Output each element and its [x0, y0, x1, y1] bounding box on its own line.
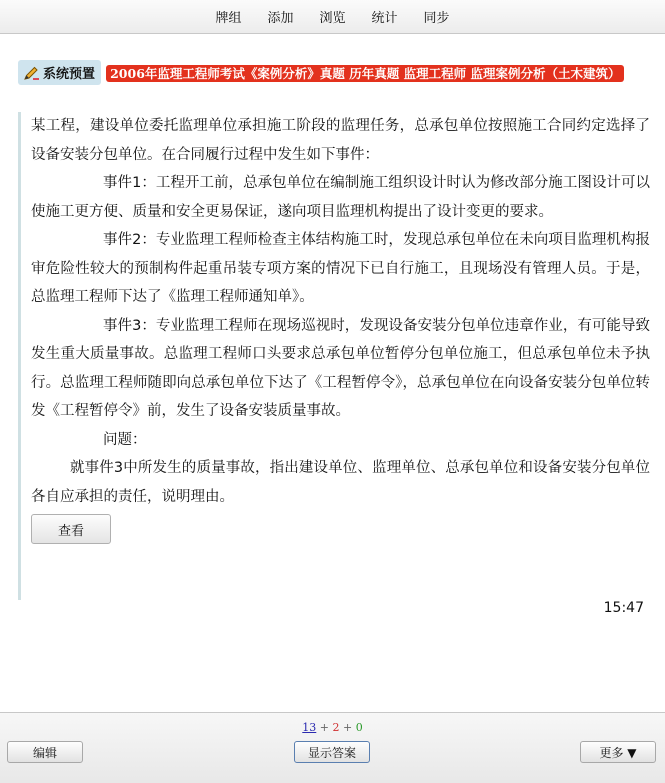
edit-button[interactable]: 编辑	[7, 741, 83, 763]
question-prompt-label: 问题：	[103, 431, 147, 448]
plus-sign-2: +	[343, 721, 353, 734]
title-line	[18, 60, 648, 88]
nav-sync[interactable]: 同步	[423, 11, 450, 26]
pencil-icon	[24, 66, 40, 80]
event-3: 事件3：专业监理工程师在现场巡视时，发现设备安装分包单位违章作业，有可能导致发生重大质量事故。总监理工程师口头要求总承包单位暂停分包单位施工，但总承包单位未予执行。总监理工程师随即向总承包单位下达了《工程暂停令》，总承包单位在向设备安装分包单位转发《工程暂停令》前，发生了设备安装质量事故。	[31, 317, 650, 419]
question-body	[18, 112, 650, 600]
count-review: 0	[355, 721, 363, 734]
view-button[interactable]: 查看	[31, 514, 111, 544]
nav-decks[interactable]: 牌组	[215, 11, 242, 26]
count-learning: 2	[332, 721, 340, 734]
top-nav-bar	[0, 0, 665, 34]
badge-label: 系统预置	[43, 67, 96, 82]
nav-stats[interactable]: 统计	[371, 11, 398, 26]
nav-browse[interactable]: 浏览	[319, 11, 346, 26]
plus-sign-1: +	[319, 721, 329, 734]
bottom-bar	[0, 712, 665, 783]
more-button[interactable]: 更多 ▼	[580, 741, 656, 763]
card-counter	[0, 721, 665, 734]
event-2: 事件2：专业监理工程师检查主体结构施工时，发现总承包单位在未向项目监理机构报审危险性较大的预制构件起重吊装专项方案的情况下已自行施工，且现场没有管理人员。于是，总监理工程师下达了《监理工程师通知单》。	[31, 232, 650, 305]
question-intro: 某工程，建设单位委托监理单位承担施工阶段的监理任务，总承包单位按照施工合同约定选择了设备安装分包单位。在合同履行过程中发生如下事件：	[31, 118, 650, 163]
system-preset-badge	[18, 60, 101, 85]
question-ask: 就事件3中所发生的质量事故，指出建设单位、监理单位、总承包单位和设备安装分包单位各自应承担的责任，说明理由。	[31, 460, 650, 505]
card-title: 2006年监理工程师考试《案例分析》真题 历年真题 监理工程师 监理案例分析（土木建筑）	[106, 65, 624, 82]
time-label: 15:47	[603, 600, 644, 616]
count-new[interactable]: 13	[302, 721, 317, 734]
show-answer-button[interactable]: 显示答案	[294, 741, 370, 763]
nav-add[interactable]: 添加	[267, 11, 294, 26]
event-1: 事件1：工程开工前，总承包单位在编制施工组织设计时认为修改部分施工图设计可以使施工更方便、质量和安全更易保证，遂向项目监理机构提出了设计变更的要求。	[31, 175, 650, 220]
